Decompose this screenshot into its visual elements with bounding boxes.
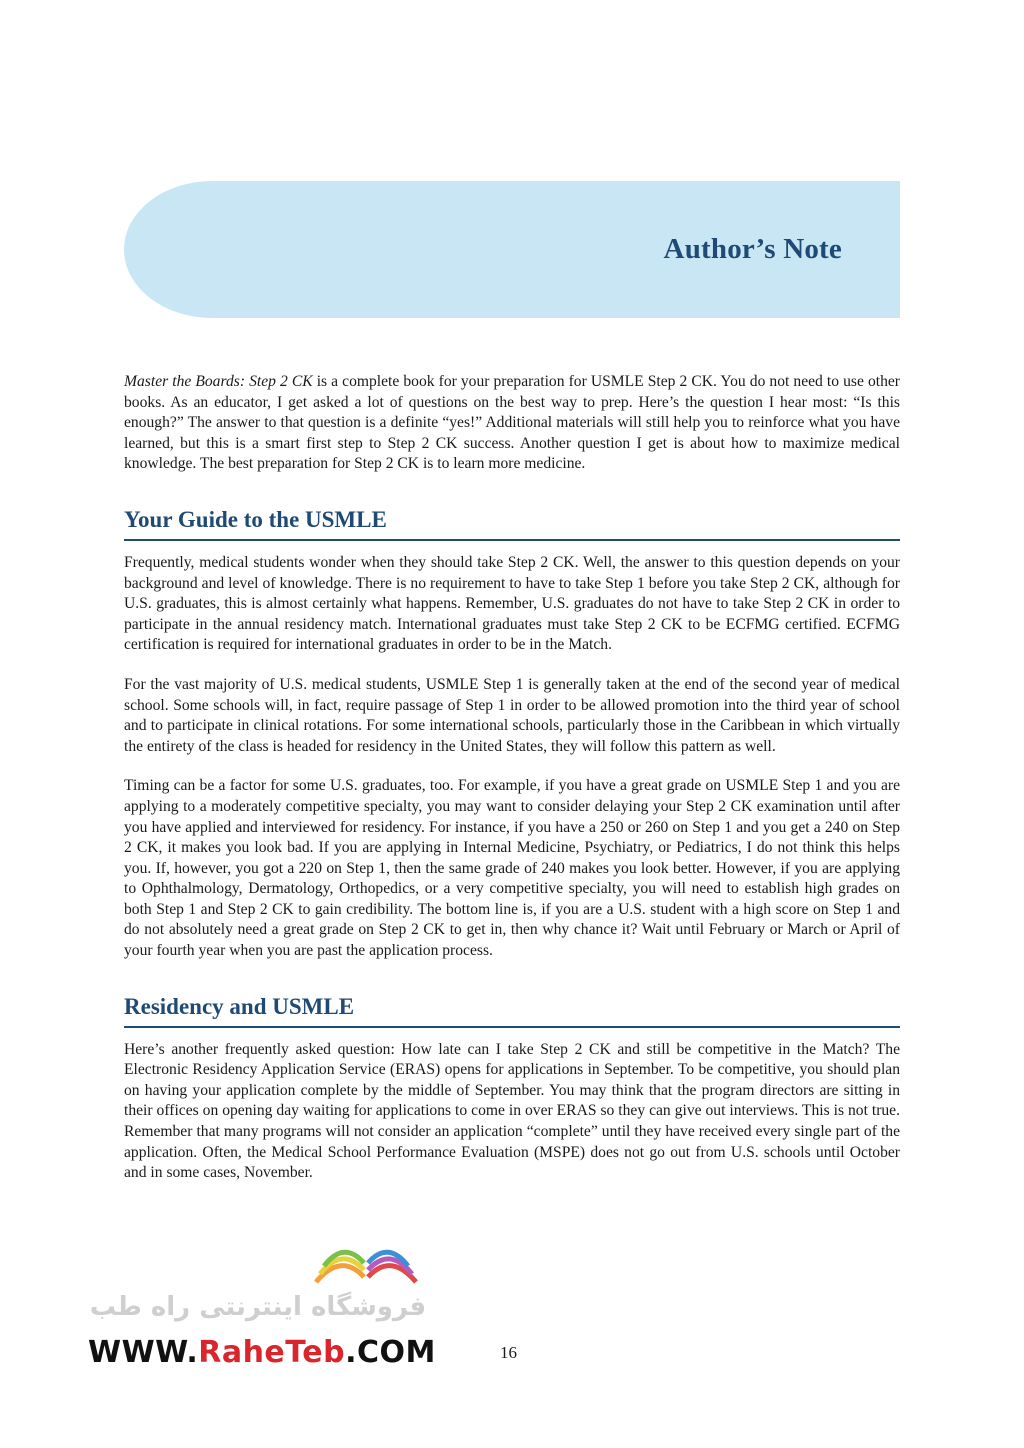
section-heading-residency: Residency and USMLE xyxy=(124,994,900,1028)
url-brand: RaheTeb xyxy=(198,1335,346,1370)
chapter-banner xyxy=(124,181,900,318)
page-number: 16 xyxy=(500,1343,517,1362)
guide-paragraph-2: For the vast majority of U.S. medical students, USMLE Step 1 is generally taken at the end of the second year of medical school. Some schools will, in fact, require passage of Step 1 in order to be allowed promotion into the third year of school and to participate in clinical rotations. For some international schools, particularly those in the Caribbean in which virtually the entirety of the class is headed for residency in the United States, they will follow this pattern as well. xyxy=(124,675,900,755)
open-book-logo-icon xyxy=(306,1232,426,1292)
page-content xyxy=(124,372,900,1203)
guide-paragraph-1: Frequently, medical students wonder when they should take Step 2 CK. Well, the answer to this question depends on your background and level of knowledge. There is no requirement to have to take Step 1 before you take Step 2 CK, although for U.S. graduates, this is almost certainly what happens. Remember, U.S. graduates do not have to take Step 2 CK in order to participate in the annual residency match. International graduates must take Step 2 CK to be ECFMG certified. ECFMG certification is required for international graduates in order to be in the Match. xyxy=(124,553,900,654)
chapter-title: Author’s Note xyxy=(663,233,842,265)
watermark-url xyxy=(88,1335,436,1370)
book-title: Master the Boards: Step 2 CK xyxy=(124,373,313,390)
intro-paragraph xyxy=(124,372,900,475)
watermark-farsi-text: فروشگاه اینترنتی راه طب xyxy=(89,1292,427,1322)
watermark xyxy=(88,1232,436,1372)
section-heading-guide: Your Guide to the USMLE xyxy=(124,507,900,541)
guide-paragraph-3: Timing can be a factor for some U.S. graduates, too. For example, if you have a great grade on USMLE Step 1 and you are applying to a moderately competitive specialty, you may want to consider delaying your Step 2 CK examination until after you have applied and interviewed for residency. For instance, if you have a 250 or 260 on Step 1 and you get a 240 on Step 2 CK, it makes you look bad. If you are applying in Internal Medicine, Psychiatry, or Pediatrics, I do not think this helps you. If, however, you got a 220 on Step 1, then the same grade of 240 makes you look better. However, if you are applying to Ophthalmology, Dermatology, Orthopedics, or a very competitive specialty, you will need to establish high grades on both Step 1 and Step 2 CK to gain credibility. The bottom line is, if you are a U.S. student with a high score on Step 1 and do not absolutely need a great grade on Step 2 CK to get in, then why chance it? Wait until February or March or April of your fourth year when you are past the application process. xyxy=(124,777,900,960)
intro-text: is a complete book for your preparation for USMLE Step 2 CK. You do not need to use other books. As an educator, I get asked a lot of questions on the best way to prep. Here’s the question I hear most: “Is this enough?” The answer to that question is a definite “yes!” Additional materials will still help you to reinforce what you have learned, but this is a smart first step to Step 2 CK success. Another question I get is about how to maximize medical knowledge. The best preparation for Step 2 CK is to learn more medicine. xyxy=(124,373,900,473)
residency-paragraph-1: Here’s another frequently asked question: How late can I take Step 2 CK and still be competitive in the Match? The Electronic Residency Application Service (ERAS) opens for applications in September. To be competitive, you should plan on having your application complete by the middle of September. You may think that the program directors are sitting in their offices on opening day waiting for applications to come in over ERAS so they can give out interviews. This is not true. Remember that many programs will not consider an application “complete” until they have received every single part of the application. Often, the Medical School Performance Evaluation (MSPE) does not go out from U.S. schools until October and in some cases, November. xyxy=(124,1040,900,1182)
url-suffix: .COM xyxy=(345,1335,436,1370)
url-prefix: WWW. xyxy=(88,1335,199,1370)
